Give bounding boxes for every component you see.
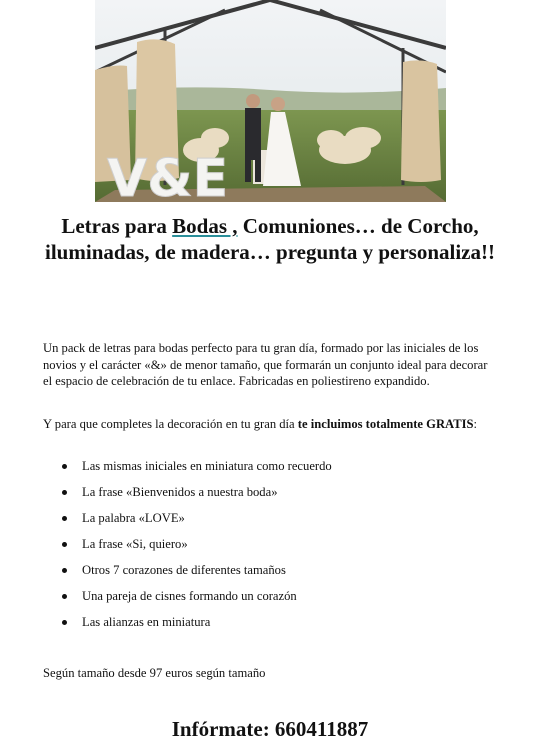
svg-text:V&E: V&E [107, 149, 229, 202]
list-item: Las mismas iniciales en miniatura como recuerdo [43, 457, 493, 483]
included-free-text: te incluimos totalmente GRATIS [297, 417, 474, 431]
list-item: Otros 7 corazones de diferentes tamaños [43, 561, 493, 587]
included-colon: : [473, 417, 478, 431]
included-items-list [43, 457, 493, 639]
intro-paragraph: Un pack de letras para bodas perfecto para tu gran día, formado por las iniciales de los novios y el carácter «&» de menor tamaño, que formarán un conjunto ideal para decorar el espacio de celebración de tu enlace. Fabricadas en poliestireno expandido. [43, 341, 488, 388]
list-item: Una pareja de cisnes formando un corazón [43, 587, 493, 613]
bodas-link[interactable]: Bodas , [172, 214, 238, 238]
page-headline [40, 213, 500, 265]
price-note: Según tamaño desde 97 euros según tamaño [43, 666, 266, 680]
headline-text-end: Comuniones… de Corcho, iluminadas, de madera… pregunta y personaliza!! [45, 214, 495, 264]
included-paragraph [43, 416, 498, 433]
included-lead: Y para que completes la decoración en tu gran día [43, 417, 298, 431]
list-item: La frase «Si, quiero» [43, 535, 493, 561]
headline-text-start: Letras para [61, 214, 173, 238]
wedding-photo [95, 0, 446, 202]
list-item: La frase «Bienvenidos a nuestra boda» [43, 483, 493, 509]
list-item: La palabra «LOVE» [43, 509, 493, 535]
list-item: Las alianzas en miniatura [43, 613, 493, 639]
contact-phone: Infórmate: 660411887 [171, 717, 369, 741]
